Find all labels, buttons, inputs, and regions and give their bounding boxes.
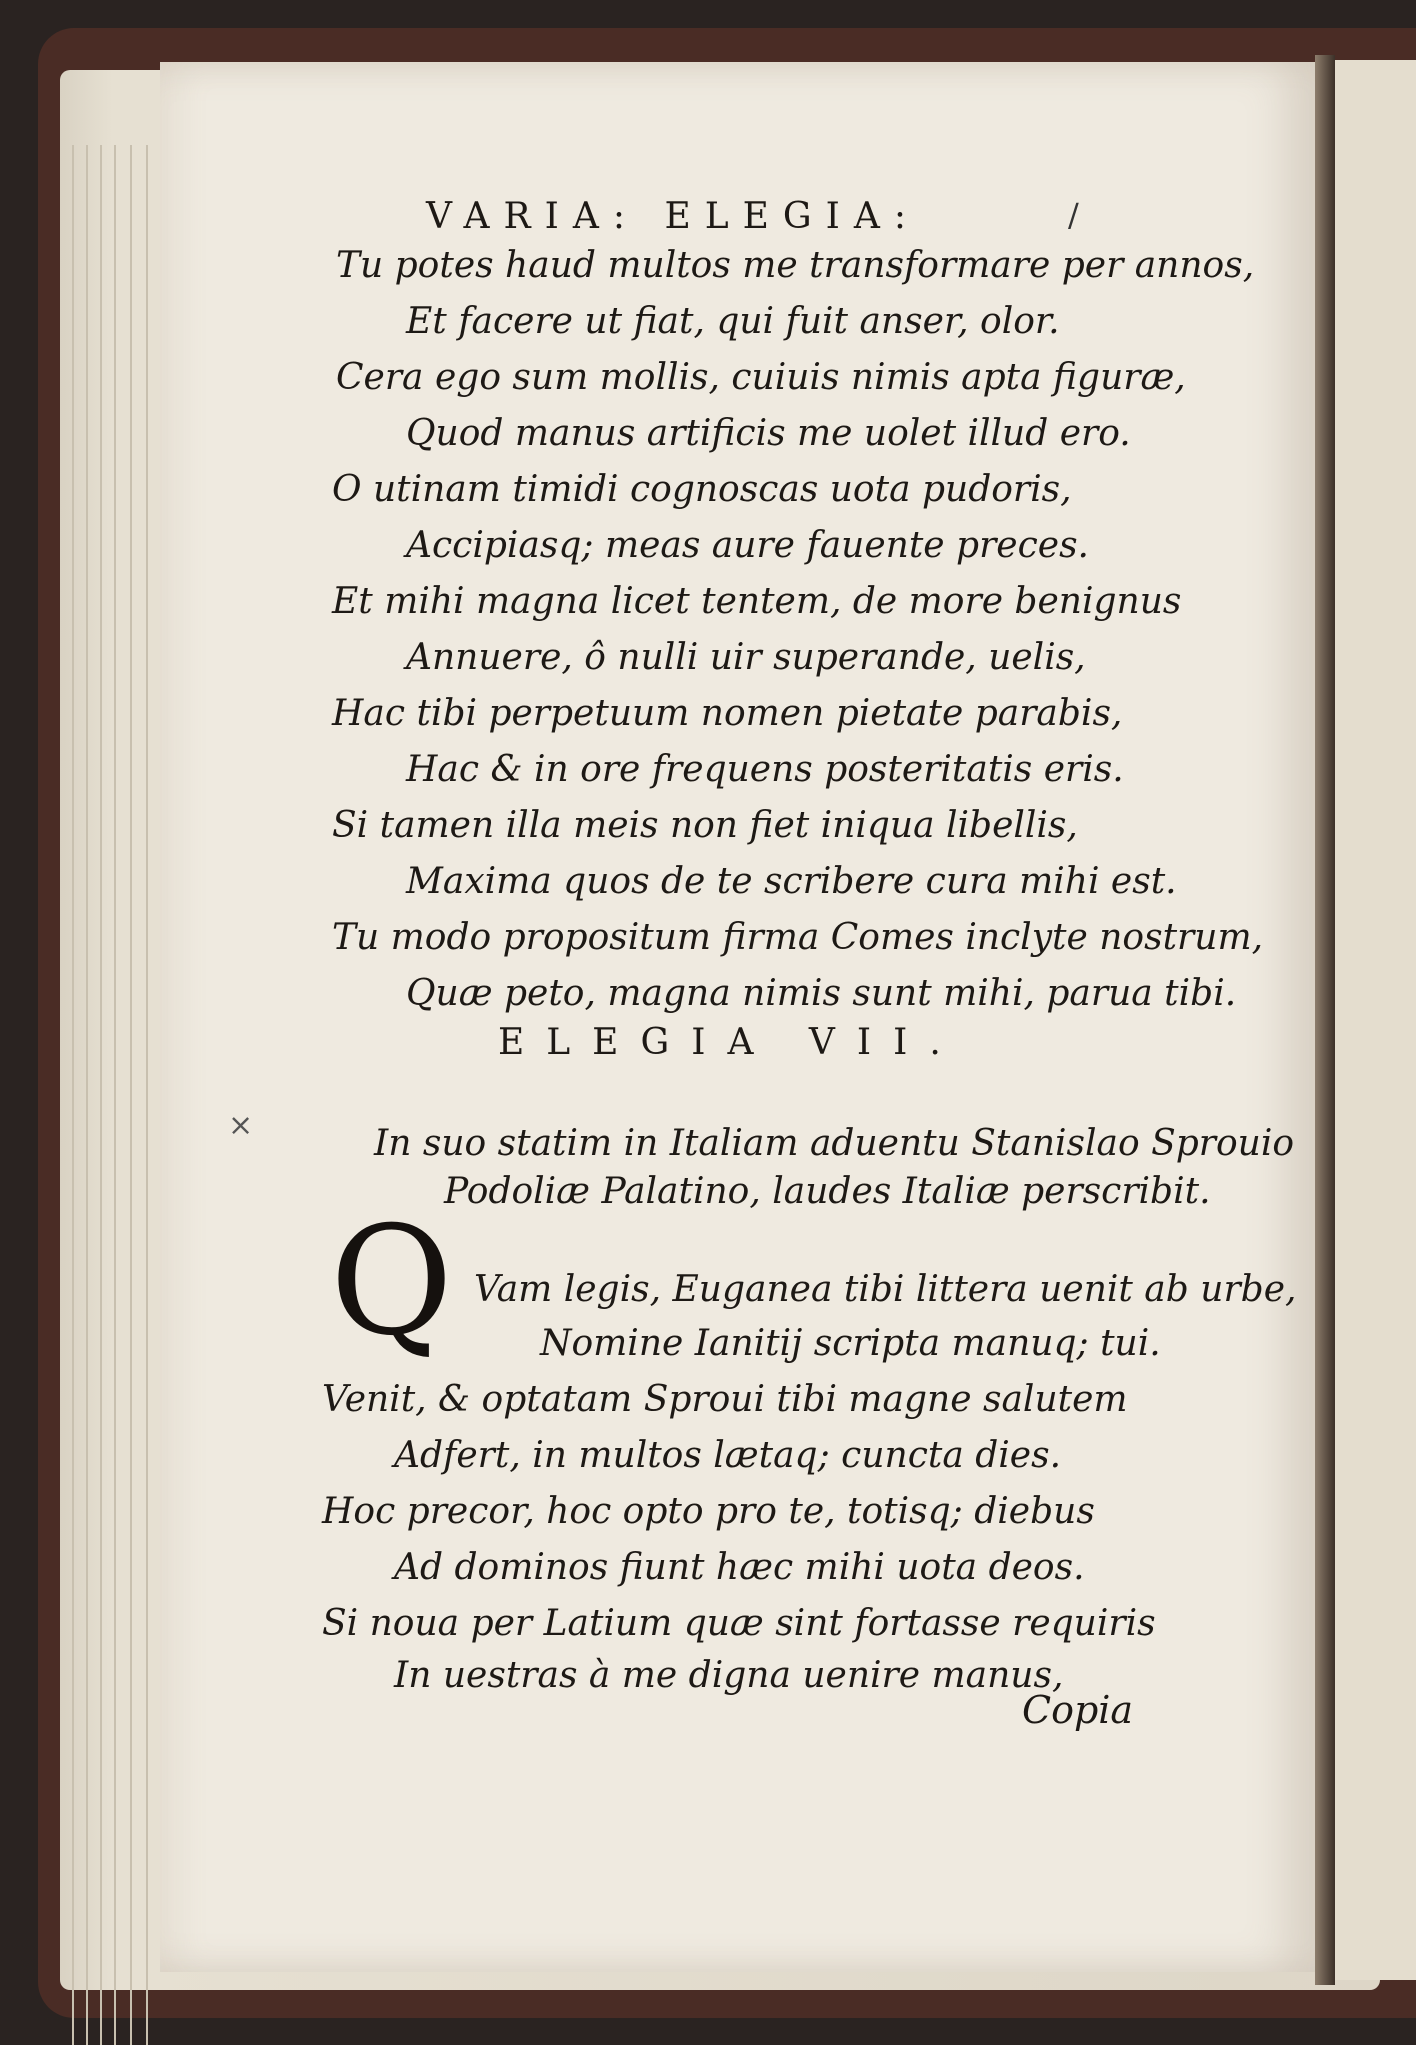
argument-line: In suo statim in Italiam aduentu Stanislao Sprouio [374,1123,1295,1164]
drop-cap: Q [330,1195,453,1369]
running-header: VARIA: ELEGIA: [426,196,921,237]
verse-line: Hac tibi perpetuum nomen pietate parabis, [332,693,1123,734]
elegy-heading: ELEGIA VII. [498,1022,963,1063]
verse-line: Si noua per Latium quæ sint fortasse requiris [322,1603,1156,1644]
verse-line: O utinam timidi cognoscas uota pudoris, [332,469,1072,510]
verse-line: Hac & in ore frequens posteritatis eris. [406,749,1124,790]
verse-line: Et facere ut fiat, qui fuit anser, olor. [406,301,1060,342]
pen-mark: / [1068,196,1079,234]
verse-line: Tu potes haud multos me transformare per annos, [336,245,1255,286]
catchword: Copia [1022,1688,1134,1732]
verse-line: Annuere, ô nulli uir superande, uelis, [406,637,1086,678]
verse-line: In uestras à me digna uenire manus, [394,1655,1064,1696]
verse-line: Quod manus artificis me uolet illud ero. [406,413,1131,454]
verse-line: Quæ peto, magna nimis sunt mihi, parua tibi. [406,973,1237,1014]
verse-line: Maxima quos de te scribere cura mihi est. [406,861,1177,902]
verse-line: Accipiasq; meas aure fauente preces. [406,525,1089,566]
verse-line: Venit, & optatam Sproui tibi magne salutem [322,1379,1128,1420]
verse-line: Tu modo propositum firma Comes inclyte nostrum, [332,917,1264,958]
verse-line: Vam legis, Euganea tibi littera uenit ab urbe, [474,1269,1297,1310]
verse-line: Nomine Ianitij scripta manuq; tui. [540,1323,1161,1364]
verse-line: Ad dominos fiunt hæc mihi uota deos. [394,1547,1085,1588]
verse-line: Hoc precor, hoc opto pro te, totisq; diebus [322,1491,1095,1532]
verse-line: Et mihi magna licet tentem, de more benignus [332,581,1182,622]
verse-line: Cera ego sum mollis, cuiuis nimis apta figuræ, [336,357,1186,398]
pen-mark: × [228,1108,254,1143]
argument-line: Podoliæ Palatino, laudes Italiæ perscribit. [444,1171,1211,1212]
verse-line: Si tamen illa meis non fiet iniqua libellis, [332,805,1078,846]
verse-line: Adfert, in multos lætaq; cuncta dies. [394,1435,1062,1476]
